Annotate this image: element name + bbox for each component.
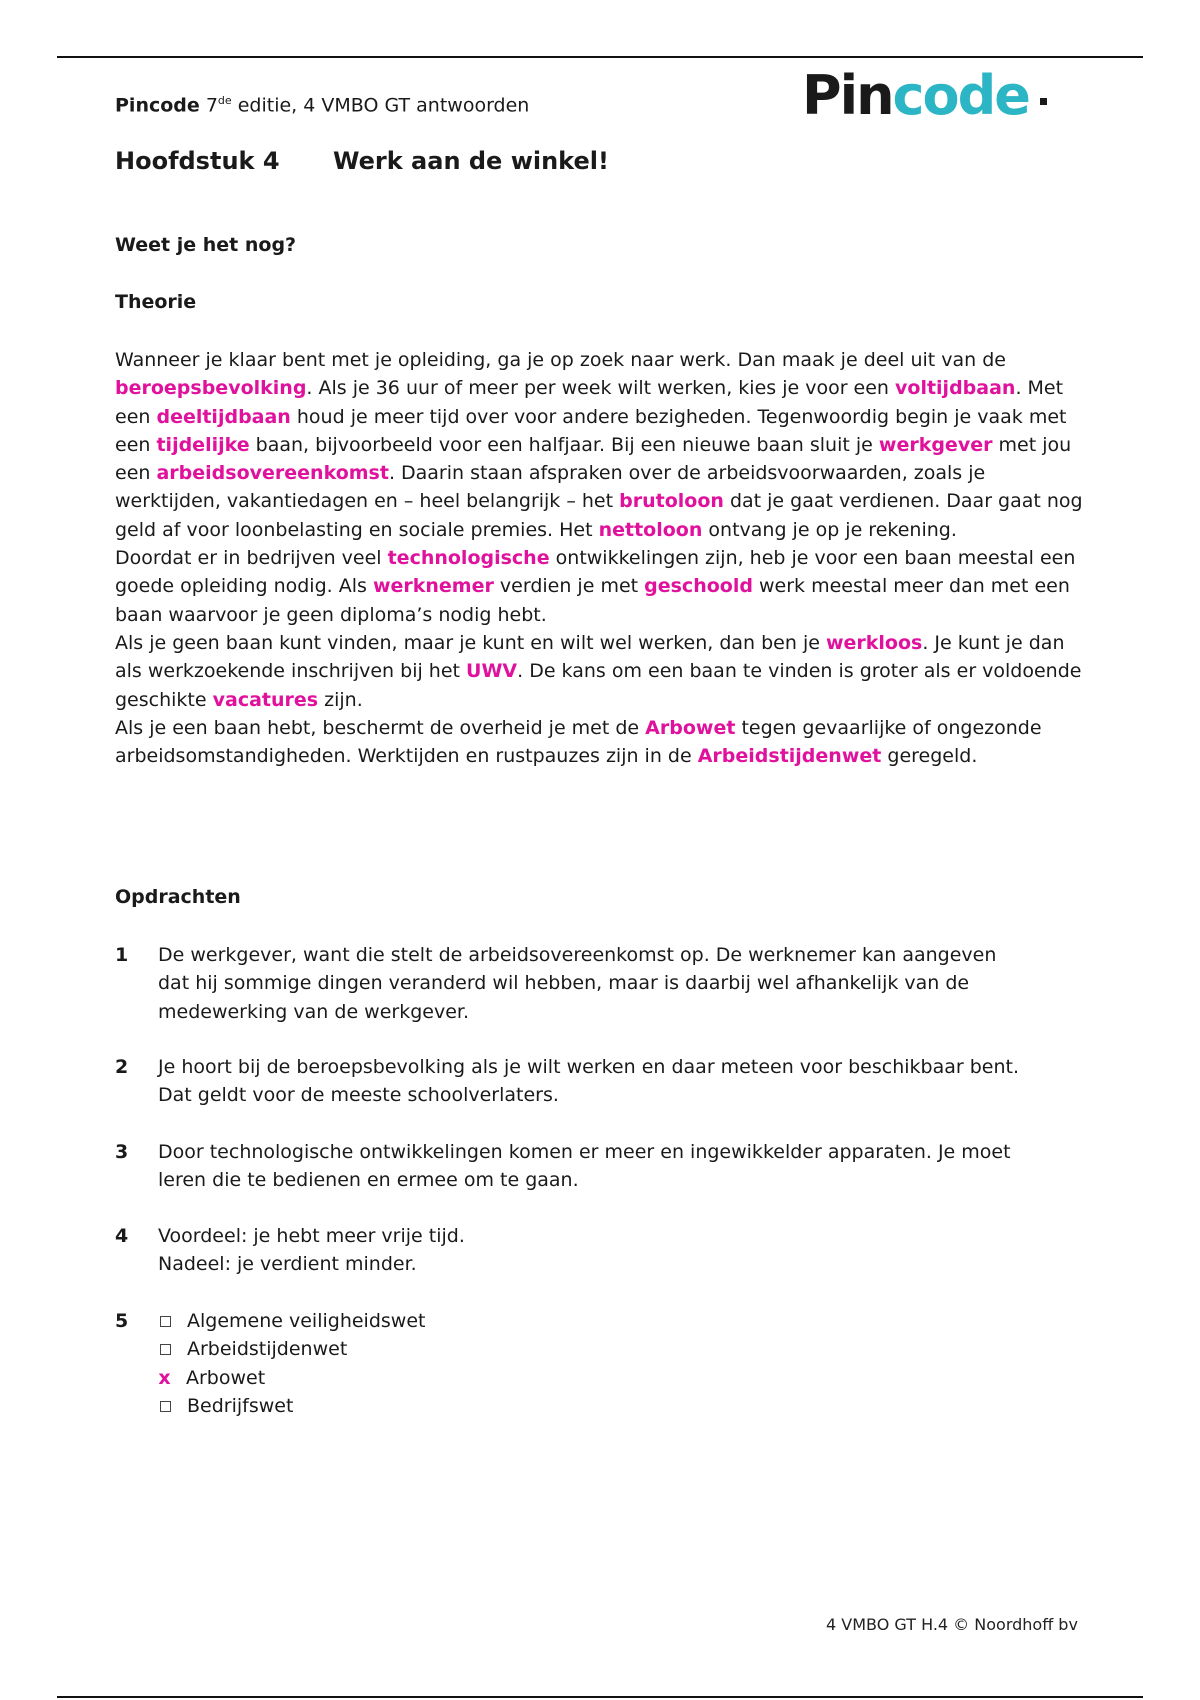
highlighted-term: nettoloon bbox=[598, 518, 703, 541]
option-label: Bedrijfswet bbox=[187, 1394, 294, 1417]
page-footer: 4 VMBO GT H.4 © Noordhoff bv bbox=[826, 1615, 1078, 1634]
text-run: ontvang je op je rekening. bbox=[702, 518, 957, 541]
top-rule bbox=[57, 56, 1143, 58]
answer-options bbox=[158, 1307, 1095, 1420]
answer-line: Door technologische ontwikkelingen komen er meer en ingewikkelder apparaten. Je moet bbox=[158, 1141, 1011, 1163]
answer-line: leren die te bedienen en ermee om te gaan. bbox=[158, 1169, 579, 1192]
text-run: . Als je 36 uur of meer per week wilt werken, kies je voor een bbox=[306, 377, 896, 400]
answer-text bbox=[158, 1222, 1095, 1279]
question-2 bbox=[115, 1053, 1095, 1110]
text-run: zijn. bbox=[318, 688, 363, 711]
answer-line: medewerking van de werkgever. bbox=[158, 1000, 470, 1023]
option-label: Algemene veiligheidswet bbox=[187, 1310, 426, 1332]
theory-paragraph bbox=[115, 346, 1095, 544]
theory-text bbox=[115, 346, 1095, 770]
highlighted-term: brutoloon bbox=[619, 490, 724, 513]
answer-line: dat hij sommige dingen veranderd wil hebben, maar is daarbij wel afhankelijk van de bbox=[158, 972, 970, 995]
empty-checkbox-icon bbox=[160, 1344, 171, 1355]
header-edition-rest: editie, 4 VMBO GT antwoorden bbox=[231, 94, 530, 117]
logo-dot bbox=[1040, 98, 1047, 105]
highlighted-term: werkloos bbox=[825, 631, 923, 654]
checked-box-icon: x bbox=[158, 1366, 171, 1389]
logo-wordmark: Pincode bbox=[802, 64, 1029, 120]
text-run: Als je een baan hebt, beschermt de overheid je met de bbox=[115, 716, 646, 739]
text-run: houd je meer tijd over voor andere bezigheden. Tegenwoordig begin je vaak met een bbox=[115, 405, 1067, 456]
highlighted-term: geschoold bbox=[644, 575, 753, 598]
answer-option bbox=[158, 1364, 1095, 1392]
answer-text bbox=[158, 1053, 1095, 1110]
pincode-logo-graphic bbox=[802, 64, 1052, 120]
text-run: . Daarin staan afspraken over de arbeidsvoorwaarden, zoals je werktijden, vakantiedagen en – heel belangrijk – het bbox=[115, 462, 986, 513]
answer-text bbox=[158, 1138, 1095, 1195]
answer-option bbox=[158, 1307, 1095, 1335]
section-assignments-heading: Opdrachten bbox=[115, 886, 241, 908]
theory-paragraph bbox=[115, 544, 1095, 629]
bottom-rule bbox=[57, 1696, 1143, 1698]
chapter-title: Werk aan de winkel! bbox=[333, 147, 609, 175]
answer-option bbox=[158, 1335, 1095, 1363]
chapter-heading bbox=[115, 147, 609, 175]
document-header bbox=[115, 94, 529, 116]
highlighted-term: UWV bbox=[466, 660, 518, 683]
highlighted-term: vacatures bbox=[212, 688, 319, 711]
highlighted-term: technologische bbox=[387, 547, 550, 570]
header-edition-number: 7 bbox=[205, 94, 218, 117]
text-run: . Je kunt je dan als werkzoekende inschrijven bij het bbox=[115, 631, 1065, 683]
answer-line: Voordeel: je hebt meer vrije tijd. bbox=[158, 1225, 465, 1247]
text-run: geregeld. bbox=[881, 745, 978, 768]
text-run: ontwikkelingen zijn, heb je voor een baan meestal een goede opleiding nodig. Als bbox=[115, 547, 1076, 598]
header-edition-sup: de bbox=[217, 94, 232, 107]
empty-checkbox-icon bbox=[160, 1401, 171, 1412]
text-run: met jou een bbox=[115, 433, 1072, 485]
header-brand: Pincode bbox=[115, 94, 200, 117]
answer-line: Nadeel: je verdient minder. bbox=[158, 1253, 417, 1276]
text-run: Als je geen baan kunt vinden, maar je kunt en wilt wel werken, dan ben je bbox=[115, 631, 826, 654]
question-number: 2 bbox=[115, 1056, 129, 1078]
text-run: Doordat er in bedrijven veel bbox=[115, 547, 388, 570]
answer-text bbox=[158, 941, 1095, 1026]
question-4 bbox=[115, 1222, 1095, 1279]
option-label: Arbowet bbox=[186, 1366, 266, 1389]
highlighted-term: beroepsbevolking bbox=[115, 377, 307, 400]
pincode-logo bbox=[802, 64, 1052, 120]
question-3 bbox=[115, 1138, 1095, 1195]
question-number: 3 bbox=[115, 1141, 129, 1163]
answer-option bbox=[158, 1392, 1095, 1420]
text-run: . De kans om een baan te vinden is groter als er voldoende geschikte bbox=[115, 660, 1082, 711]
text-run: baan, bijvoorbeeld voor een halfjaar. Bij een nieuwe baan sluit je bbox=[249, 433, 879, 456]
section-recall-heading: Weet je het nog? bbox=[115, 234, 297, 256]
empty-checkbox-icon bbox=[160, 1316, 171, 1327]
theory-paragraph bbox=[115, 714, 1095, 771]
chapter-number: Hoofdstuk 4 bbox=[115, 147, 280, 175]
theory-paragraph bbox=[115, 629, 1095, 714]
text-run: dat je gaat verdienen. Daar gaat nog geld af voor loonbelasting en sociale premies. Het bbox=[115, 490, 1083, 541]
answer-line: Dat geldt voor de meeste schoolverlaters. bbox=[158, 1084, 559, 1107]
text-run: . Met een bbox=[115, 377, 1064, 428]
question-5 bbox=[115, 1307, 1095, 1420]
question-number: 5 bbox=[115, 1310, 129, 1332]
text-run: werk meestal meer dan met een baan waarvoor je geen diploma’s nodig hebt. bbox=[115, 575, 1070, 626]
highlighted-term: deeltijdbaan bbox=[156, 405, 291, 428]
highlighted-term: werknemer bbox=[372, 575, 494, 598]
text-run: tegen gevaarlijke of ongezonde arbeidsomstandigheden. Werktijden en rustpauzes zijn in de bbox=[115, 716, 1042, 768]
highlighted-term: Arbowet bbox=[645, 716, 736, 739]
highlighted-term: Arbeidstijdenwet bbox=[697, 745, 882, 768]
answer-line: De werkgever, want die stelt de arbeidsovereenkomst op. De werknemer kan aangeven bbox=[158, 944, 997, 966]
highlighted-term: voltijdbaan bbox=[895, 377, 1016, 400]
question-number: 4 bbox=[115, 1225, 129, 1247]
question-number: 1 bbox=[115, 944, 129, 966]
text-run: verdien je met bbox=[493, 575, 645, 598]
section-theory-heading: Theorie bbox=[115, 291, 197, 313]
text-run: Wanneer je klaar bent met je opleiding, ga je op zoek naar werk. Dan maak je deel uit van de bbox=[115, 349, 1006, 371]
highlighted-term: arbeidsovereenkomst bbox=[156, 462, 389, 485]
question-1 bbox=[115, 941, 1095, 1026]
highlighted-term: werkgever bbox=[878, 433, 993, 456]
answer-line: Je hoort bij de beroepsbevolking als je wilt werken en daar meteen voor beschikbaar bent. bbox=[158, 1056, 1020, 1078]
option-label: Arbeidstijdenwet bbox=[187, 1338, 348, 1361]
highlighted-term: tijdelijke bbox=[156, 433, 250, 456]
